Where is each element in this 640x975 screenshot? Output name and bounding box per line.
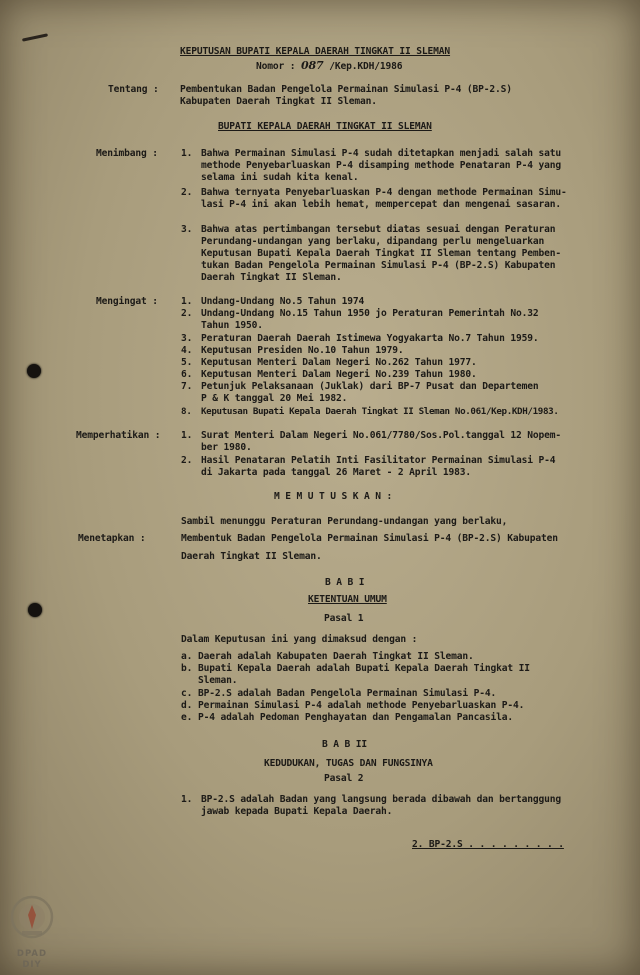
- pasal2-heading: Pasal 2: [324, 773, 364, 784]
- pasal2-num: 1.: [181, 794, 193, 805]
- mengingat-line: Keputusan Bupati Kepala Daerah Tingkat II Sleman No.061/Kep.KDH/1983.: [201, 406, 559, 417]
- mengingat-num: 5.: [181, 357, 193, 368]
- definition-letter: e.: [181, 712, 193, 723]
- mengingat-line: Petunjuk Pelaksanaan (Juklak) dari BP-7 Pusat dan Departemen: [201, 381, 539, 392]
- tentang-line-1: Pembentukan Badan Pengelola Permainan Simulasi P-4 (BP-2.S): [180, 84, 512, 95]
- mengingat-num: 3.: [181, 333, 193, 344]
- mengingat-num: 8.: [181, 406, 192, 417]
- menetapkan-label: Menetapkan :: [78, 533, 146, 544]
- mengingat-num: 7.: [181, 381, 193, 392]
- menimbang-line: Bahwa ternyata Penyebarluaskan P-4 dengan methode Permainan Simu-: [201, 187, 567, 198]
- mengingat-num: 1.: [181, 296, 193, 307]
- definition-line: Daerah adalah Kabupaten Daerah Tingkat II Sleman.: [198, 651, 474, 662]
- mengingat-num: 6.: [181, 369, 193, 380]
- memperhatikan-line: Hasil Penataran Pelatih Inti Fasilitator Permainan Simulasi P-4: [201, 455, 556, 466]
- menimbang-line: Daerah Tingkat II Sleman.: [201, 272, 342, 283]
- definition-line: Bupati Kepala Daerah adalah Bupati Kepala Daerah Tingkat II: [198, 663, 530, 674]
- sambil-line: Sambil menunggu Peraturan Perundang-undangan yang berlaku,: [181, 516, 508, 527]
- menetapkan-line-1: Membentuk Badan Pengelola Permainan Simulasi P-4 (BP-2.S) Kabupaten: [181, 533, 558, 544]
- punch-hole-top: [27, 364, 41, 378]
- pasal2-line: BP-2.S adalah Badan yang langsung berada dibawah dan bertanggung: [201, 794, 562, 805]
- menetapkan-line-2: Daerah Tingkat II Sleman.: [181, 551, 322, 562]
- definition-letter: d.: [181, 700, 193, 711]
- mengingat-label: Mengingat :: [96, 296, 158, 307]
- pasal1-heading: Pasal 1: [324, 613, 364, 624]
- menimbang-label: Menimbang :: [96, 148, 158, 159]
- memperhatikan-line: Surat Menteri Dalam Negeri No.061/7780/Sos.Pol.tanggal 12 Nopem-: [201, 430, 562, 441]
- tentang-line-2: Kabupaten Daerah Tingkat II Sleman.: [180, 96, 377, 107]
- menimbang-line: Bahwa Permainan Simulasi P-4 sudah ditetapkan menjadi salah satu: [201, 148, 562, 159]
- menimbang-line: methode Penyebarluaskan P-4 disamping methode Penataran P-4 yang: [201, 160, 562, 171]
- mengingat-line: Keputusan Presiden No.10 Tahun 1979.: [201, 345, 404, 356]
- watermark-text-2: DIY: [22, 960, 42, 970]
- archive-seal-icon: [6, 893, 58, 949]
- bab2-subtitle: KEDUDUKAN, TUGAS DAN FUNGSINYA: [264, 758, 433, 769]
- issuer-heading: BUPATI KEPALA DAERAH TINGKAT II SLEMAN: [218, 121, 432, 132]
- memperhatikan-label: Memperhatikan :: [76, 430, 161, 441]
- mengingat-num: 4.: [181, 345, 193, 356]
- document-number: Nomor : 087 /Kep.KDH/1986: [256, 59, 403, 72]
- pasal2-line: jawab kepada Bupati Kepala Daerah.: [201, 806, 393, 817]
- definition-line: Sleman.: [198, 675, 238, 686]
- menimbang-line: Bahwa atas pertimbangan tersebut diatas sesuai dengan Peraturan: [201, 224, 556, 235]
- memperhatikan-line: ber 1980.: [201, 442, 252, 453]
- mengingat-line: Undang-Undang No.15 Tahun 1950 jo Peraturan Pemerintah No.32: [201, 308, 539, 319]
- watermark-text: DPAD: [16, 949, 48, 959]
- bab1-title: B A B I: [325, 577, 365, 588]
- definition-line: P-4 adalah Pedoman Penghayatan dan Pengamalan Pancasila.: [198, 712, 514, 723]
- definition-letter: a.: [181, 651, 193, 662]
- menimbang-num: 1.: [181, 148, 193, 159]
- menimbang-num: 2.: [181, 187, 193, 198]
- document-title: KEPUTUSAN BUPATI KEPALA DAERAH TINGKAT II SLEMAN: [180, 46, 451, 57]
- mengingat-line: Tahun 1950.: [201, 320, 263, 331]
- definition-line: BP-2.S adalah Badan Pengelola Permainan Simulasi P-4.: [198, 688, 497, 699]
- mengingat-line: P & K tanggal 20 Mei 1982.: [201, 393, 348, 404]
- continuation-catchword: 2. BP-2.S . . . . . . . . .: [412, 839, 564, 850]
- pen-mark: [22, 33, 48, 41]
- tentang-label: Tentang :: [108, 84, 159, 95]
- memperhatikan-num: 2.: [181, 455, 193, 466]
- menimbang-line: tukan Badan Pengelola Permainan Simulasi P-4 (BP-2.S) Kabupaten: [201, 260, 556, 271]
- menimbang-line: Keputusan Bupati Kepala Daerah Tingkat II Sleman tentang Pemben-: [201, 248, 562, 259]
- bab2-title: B A B II: [322, 739, 368, 750]
- punch-hole-bottom: [28, 603, 42, 617]
- memutuskan-heading: M E M U T U S K A N :: [274, 491, 393, 502]
- memperhatikan-num: 1.: [181, 430, 193, 441]
- memperhatikan-line: di Jakarta pada tanggal 26 Maret - 2 April 1983.: [201, 467, 472, 478]
- menimbang-line: lasi P-4 ini akan lebih hemat, mempercepat dan mengenai sasaran.: [201, 199, 562, 210]
- mengingat-line: Keputusan Menteri Dalam Negeri No.262 Tahun 1977.: [201, 357, 477, 368]
- bab1-subtitle: KETENTUAN UMUM: [308, 594, 387, 605]
- menimbang-line: selama ini sudah kita kenal.: [201, 172, 359, 183]
- mengingat-line: Peraturan Daerah Daerah Istimewa Yogyakarta No.7 Tahun 1959.: [201, 333, 539, 344]
- mengingat-num: 2.: [181, 308, 193, 319]
- menimbang-num: 3.: [181, 224, 193, 235]
- definition-line: Permainan Simulasi P-4 adalah methode Penyebarluaskan P-4.: [198, 700, 525, 711]
- pasal1-intro: Dalam Keputusan ini yang dimaksud dengan :: [181, 634, 418, 645]
- definition-letter: c.: [181, 688, 193, 699]
- menimbang-line: Perundang-undangan yang berlaku, dipandang perlu mengeluarkan: [201, 236, 545, 247]
- mengingat-line: Keputusan Menteri Dalam Negeri No.239 Tahun 1980.: [201, 369, 477, 380]
- definition-letter: b.: [181, 663, 193, 674]
- mengingat-line: Undang-Undang No.5 Tahun 1974: [201, 296, 365, 307]
